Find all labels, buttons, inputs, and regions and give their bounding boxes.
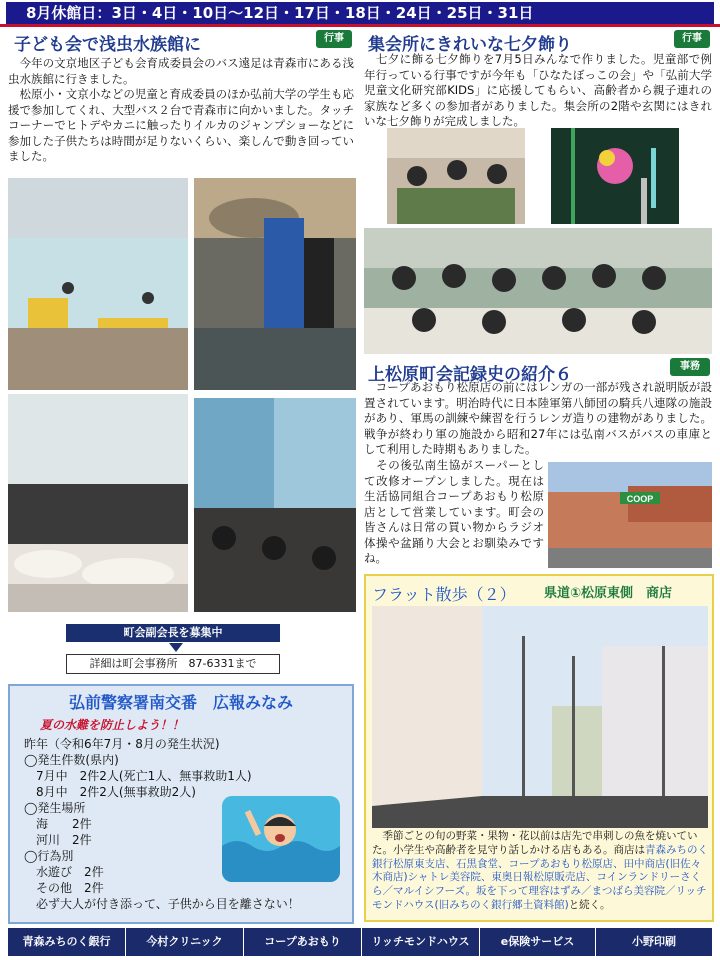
walk-title: フラット散歩（２） [372,585,516,604]
walk-caption [372,830,708,913]
sponsor-bar [8,928,712,956]
caption-shop-list: 青森みちのく銀行松原東支店、石黒食堂、コープあおもり松原店、田中商店(旧佐々木商店)シャトレ美容院、東奥日報松原販売店、コインランドリーさくら／マルイシフーズ。坂を下って理容はずみ／まつばら美容院／リッチモンドハウス(旧みちのく銀行郷土資料館) [372,843,708,911]
photo-coop-store [548,462,712,568]
police-line: ◯行為別 [24,849,74,863]
article-body-history-2: その後弘南生協がスーパーとして改修オープンしました。現在は生活協同組合コープあおもり松原店として営業しています。町会の皆さんは日常の買い物からラジオ体操や盆踊り大会とお馴染みですね。 [364,458,544,565]
police-line: 必ず大人が付き添って、子供から目を離さない！ [24,897,300,911]
recruit-detail: 詳細は町会事務所 87-6331まで [66,654,280,674]
walk-subtitle: 県道①松原東側 商店 [544,586,673,601]
article-body-tanabata: 七夕に飾る七夕飾りを7月5日みんなで作りました。児童部で例年行っている行事ですが今年も「ひなたぼっこの会」や「弘前大学児童文化研究部KIDS」に応援してもらい、高齢者から親子連れの家族など多くの参加者がありました。集会所の2階や玄関にはきれいな七夕飾りが完成しました。 [364,52,712,128]
photo-lunch-hall [8,394,188,612]
caption-end: と続く。 [568,898,611,911]
article-body-aquarium: 今年の文京地区子ども会育成委員会のバス遠足は青森市にある浅虫水族館に行きました。 松原小・文京小などの児童と育成委員のほか弘前大学の学生も応援で参加してくれ、大型バス２台で青森市に向かいました。タッチコーナーでヒトデやカニに触ったりイルカのジャンプショーなどに参加した子供たちは時間が足りないくらい、楽しんで動き回っていました。 [8,56,354,163]
police-line: 河川 2件 [24,833,92,847]
police-line: 7月中 2件2人(死亡1人、無事救助1人) [24,769,252,783]
police-line: 水遊び 2件 [24,865,104,879]
event-badge: 行事 [674,30,710,48]
coop-sign: COOP [626,494,654,504]
photo-street [372,606,708,828]
flat-walk-box [364,574,714,922]
article-body-history: コープあおもり松原店の前にはレンガの一部が残され説明版が設置されています。明治時代に日本陸軍第八師団の騎兵八連隊の施設があり、軍馬の訓練や練習を行うレンガ造りの建物がありました。戦争が終わり軍の施設から昭和27年には弘南バスがバスの車庫として利用した時期もありました。 [364,380,712,456]
closed-days-banner: 8月休館日：3日・4日・10日～12日・17日・18日・24日・25日・31日 [6,2,714,24]
sponsor-item: 今村クリニック [126,928,244,956]
sponsor-item: コープあおもり [244,928,362,956]
photo-dolphin-show [194,398,356,612]
photo-tanabata-making [387,128,525,224]
caption-text: 季節ごとの旬の野菜・果物・花以前は店先で串刺しの魚を焼いていた。小学生や高齢者を見守り話しかける店もある。商店は [372,830,698,856]
event-badge: 行事 [316,30,352,48]
police-line: ◯発生場所 [24,801,86,815]
sponsor-item: e保険サービス [480,928,596,956]
office-badge: 事務 [670,358,710,376]
photo-touch-pool [194,178,356,390]
police-title: 弘前警察署南交番 広報みなみ [68,693,293,712]
drowning-illustration [222,796,340,882]
article-title-tanabata: 集会所にきれいな七夕飾り [368,35,572,55]
police-slogan: 夏の水難を防止しよう！！ [40,718,185,732]
sponsor-item: リッチモンドハウス [362,928,480,956]
sponsor-item: 小野印刷 [596,928,712,956]
photo-tanabata-decoration [551,128,679,224]
arrow-down-icon [169,643,183,652]
article-title-aquarium: 子ども会で浅虫水族館に [14,35,201,55]
police-box [8,684,354,924]
police-line: その他 2件 [24,881,104,895]
photo-aquarium-hall [8,178,188,390]
recruit-header: 町会副会長を募集中 [66,624,280,642]
police-line: 8月中 2件2人(無事救助2人) [24,785,196,799]
police-line: ◯発生件数(県内) [24,753,119,767]
photo-group-tanabata [364,228,712,354]
police-line: 海 2件 [24,817,92,831]
police-line: 昨年（令和6年7月・8月の発生状況) [24,737,220,751]
article-title-history: 上松原町会記録史の紹介６ [368,365,572,385]
divider [0,24,720,27]
sponsor-item: 青森みちのく銀行 [8,928,126,956]
